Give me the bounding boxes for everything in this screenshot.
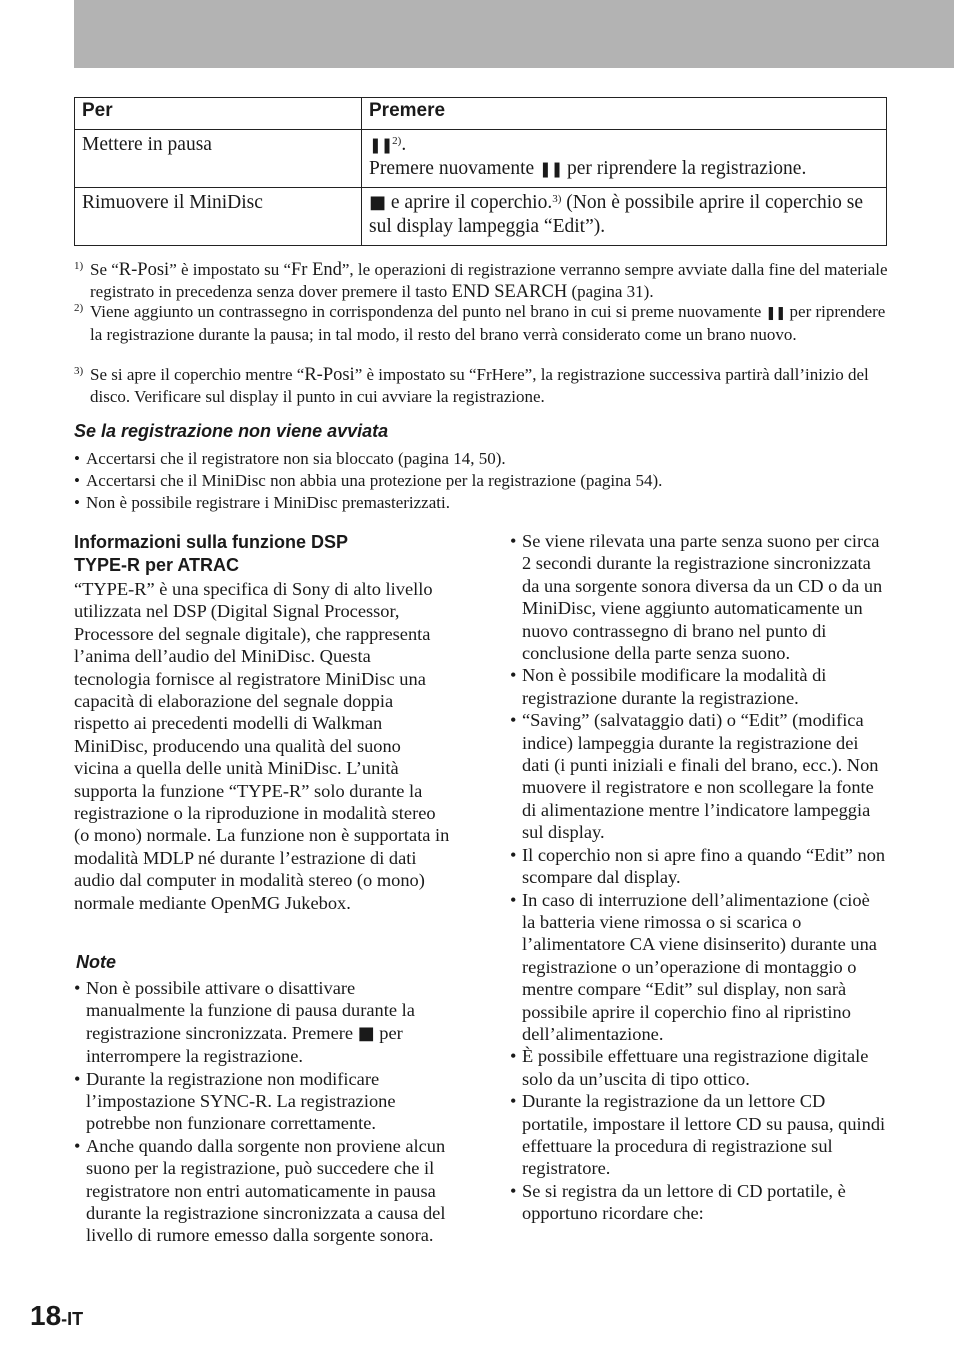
footnote-1 — [74, 259, 889, 303]
display-label: R-Posi — [118, 260, 170, 280]
footnote-text: Se si apre il coperchio mentre “ — [90, 365, 305, 384]
list-item: • È possibile effettuare una registrazione digitale solo da un’uscita di tipo ottico. — [510, 1045, 886, 1090]
table-text: e aprire il coperchio. — [386, 192, 553, 213]
pause-icon: ❚❚ — [765, 306, 786, 321]
header-band — [74, 0, 954, 68]
table-text: Premere nuovamente — [369, 158, 540, 179]
dsp-heading-line: TYPE-R per ATRAC — [74, 555, 240, 575]
list-item: • Durante la registrazione da un lettore CD portatile, impostare il lettore CD su pausa, quindi effettuare la procedura di registrazione sul registratore. — [510, 1090, 886, 1180]
page-number-digits: 18 — [30, 1300, 62, 1331]
footnote-text: Se “ — [90, 260, 119, 279]
footnote-text: (pagina 31). — [567, 282, 654, 301]
notes-list-continued — [510, 530, 886, 1225]
footnote-text: ” è impostato su “ — [169, 260, 291, 279]
footnote-mark: 3) — [74, 365, 84, 377]
table-row — [75, 130, 887, 188]
column-header-premere: Premere — [362, 98, 887, 130]
footnote-3 — [74, 364, 889, 407]
pause-icon: ❚❚ — [369, 136, 393, 154]
dsp-heading — [74, 531, 348, 577]
list-item: • Non è possibile registrare i MiniDisc premasterizzati. — [74, 492, 889, 514]
notes-heading: Note — [76, 952, 116, 972]
notes-list — [74, 977, 450, 1247]
footnote-mark: 1) — [74, 260, 84, 272]
operations-table — [74, 97, 887, 246]
footnote-ref: 2) — [392, 135, 402, 147]
stop-icon: ■ — [357, 1022, 375, 1044]
list-item: • In caso di interruzione dell’alimentazione (cioè la batteria viene rimossa o si scarica o l’alimentatore CA viene disinserito) durante una registrazione o un’operazione di montaggio o mentre compare “Edit” sul display, non sarà possibile aprire il coperchio fino al ripristino dell’alimentazione. — [510, 889, 886, 1046]
list-item: • Anche quando dalla sorgente non proviene alcun suono per la registrazione, può succedere che il registratore non entri automaticamente in pausa durante la registrazione sincronizzata a causa del livello di rumore emesso dalla sorgente sonora. — [74, 1135, 450, 1247]
footnote-text: ” è impostato su “FrHere”, la registrazione successiva partirà dall’inizio del disco. Verificare sul display il punto in cui avviare la registrazione. — [90, 365, 869, 406]
list-item: • Se si registra da un lettore di CD portatile, è opportuno ricordare che: — [510, 1180, 886, 1225]
table-text: . — [401, 134, 407, 155]
action-remove-minidisc: Rimuovere il MiniDisc — [75, 188, 362, 246]
display-label: R-Posi — [304, 365, 355, 385]
list-item: • Accertarsi che il registratore non sia bloccato (pagina 14, 50). — [74, 448, 889, 470]
list-item: • Durante la registrazione non modificare l’impostazione SYNC-R. La registrazione potrebbe non funzionare correttamente. — [74, 1068, 450, 1135]
no-start-list — [74, 448, 889, 514]
page-number — [30, 1300, 83, 1332]
button-label: END SEARCH — [451, 282, 568, 302]
footnote-text: Viene aggiunto un contrassegno in corrispondenza del punto nel brano in cui si preme nuovamente — [90, 302, 766, 321]
list-item: • Non è possibile modificare la modalità di registrazione durante la registrazione. — [510, 664, 886, 709]
page-number-suffix: -IT — [61, 1309, 84, 1329]
table-row — [75, 188, 887, 246]
column-header-per: Per — [75, 98, 362, 130]
no-start-heading: Se la registrazione non viene avviata — [74, 421, 389, 441]
footnote-text: per riprendere la registrazione durante la pausa; in tal modo, il resto del brano verrà considerato come un brano nuovo. — [90, 302, 886, 344]
table-text: per riprendere la registrazione. — [562, 158, 807, 179]
list-item — [74, 977, 450, 1068]
note-text: per interrompere la registrazione. — [86, 1022, 403, 1067]
note-text: Non è possibile attivare o disattivare manualmente la funzione di pausa durante la registrazione sincronizzata. Premere — [86, 978, 415, 1043]
stop-icon: ■ — [369, 192, 387, 213]
display-label: Fr End — [291, 260, 342, 280]
pause-instructions — [362, 130, 887, 188]
list-item: • Il coperchio non si apre fino a quando “Edit” non scompare dal display. — [510, 844, 886, 889]
list-item: • Accertarsi che il MiniDisc non abbia una protezione per la registrazione (pagina 54). — [74, 470, 889, 492]
footnote-mark: 2) — [74, 302, 84, 314]
table-header-row — [75, 98, 887, 130]
dsp-body: “TYPE-R” è una specifica di Sony di alto livello utilizzata nel DSP (Digital Signal Processor, Processore del segnale digitale), che rappresenta l’anima dell’audio del MiniDisc. Questa tecnologia fornisce al registratore MiniDisc una capacità di elaborazione del segnale doppia rispetto ai precedenti modelli di Walkman MiniDisc, producendo una qualità del suono vicina a quella delle unità MiniDisc. L’unità supporta la funzione “TYPE-R” solo durante la registrazione o la riproduzione in modalità stereo (o mono) normale. La funzione non è supportata in modalità MDLP né durante l’estrazione di dati audio dal computer in modalità stereo (o mono) normale mediante OpenMG Jukebox. — [74, 579, 450, 913]
pause-icon: ❚❚ — [539, 160, 563, 178]
footnote-ref: 3) — [552, 193, 562, 205]
remove-instructions — [362, 188, 887, 246]
dsp-heading-line: Informazioni sulla funzione DSP — [74, 532, 349, 552]
table-text: (Non è possibile aprire il coperchio se sul display lampeggia “Edit”). — [369, 192, 864, 237]
list-item: • “Saving” (salvataggio dati) o “Edit” (modifica indice) lampeggia durante la registrazione dei dati (i punti iniziali e finali del brano, ecc.). Non muovere il registratore e non scollegare la fonte di alimentazione mentre l’indicatore lampeggia sul display. — [510, 709, 886, 843]
footnote-text: ”, le operazioni di registrazione verranno sempre avviate dalla fine del materiale registrato in precedenza senza dover premere il tasto — [90, 260, 888, 301]
footnote-2 — [74, 301, 889, 345]
action-pause: Mettere in pausa — [75, 130, 362, 188]
list-item: • Se viene rilevata una parte senza suono per circa 2 secondi durante la registrazione sincronizzata da una sorgente sonora diversa da un CD o da un MiniDisc, viene aggiunto automaticamente un nuovo contrassegno di brano nel punto di conclusione della parte senza suono. — [510, 530, 886, 664]
